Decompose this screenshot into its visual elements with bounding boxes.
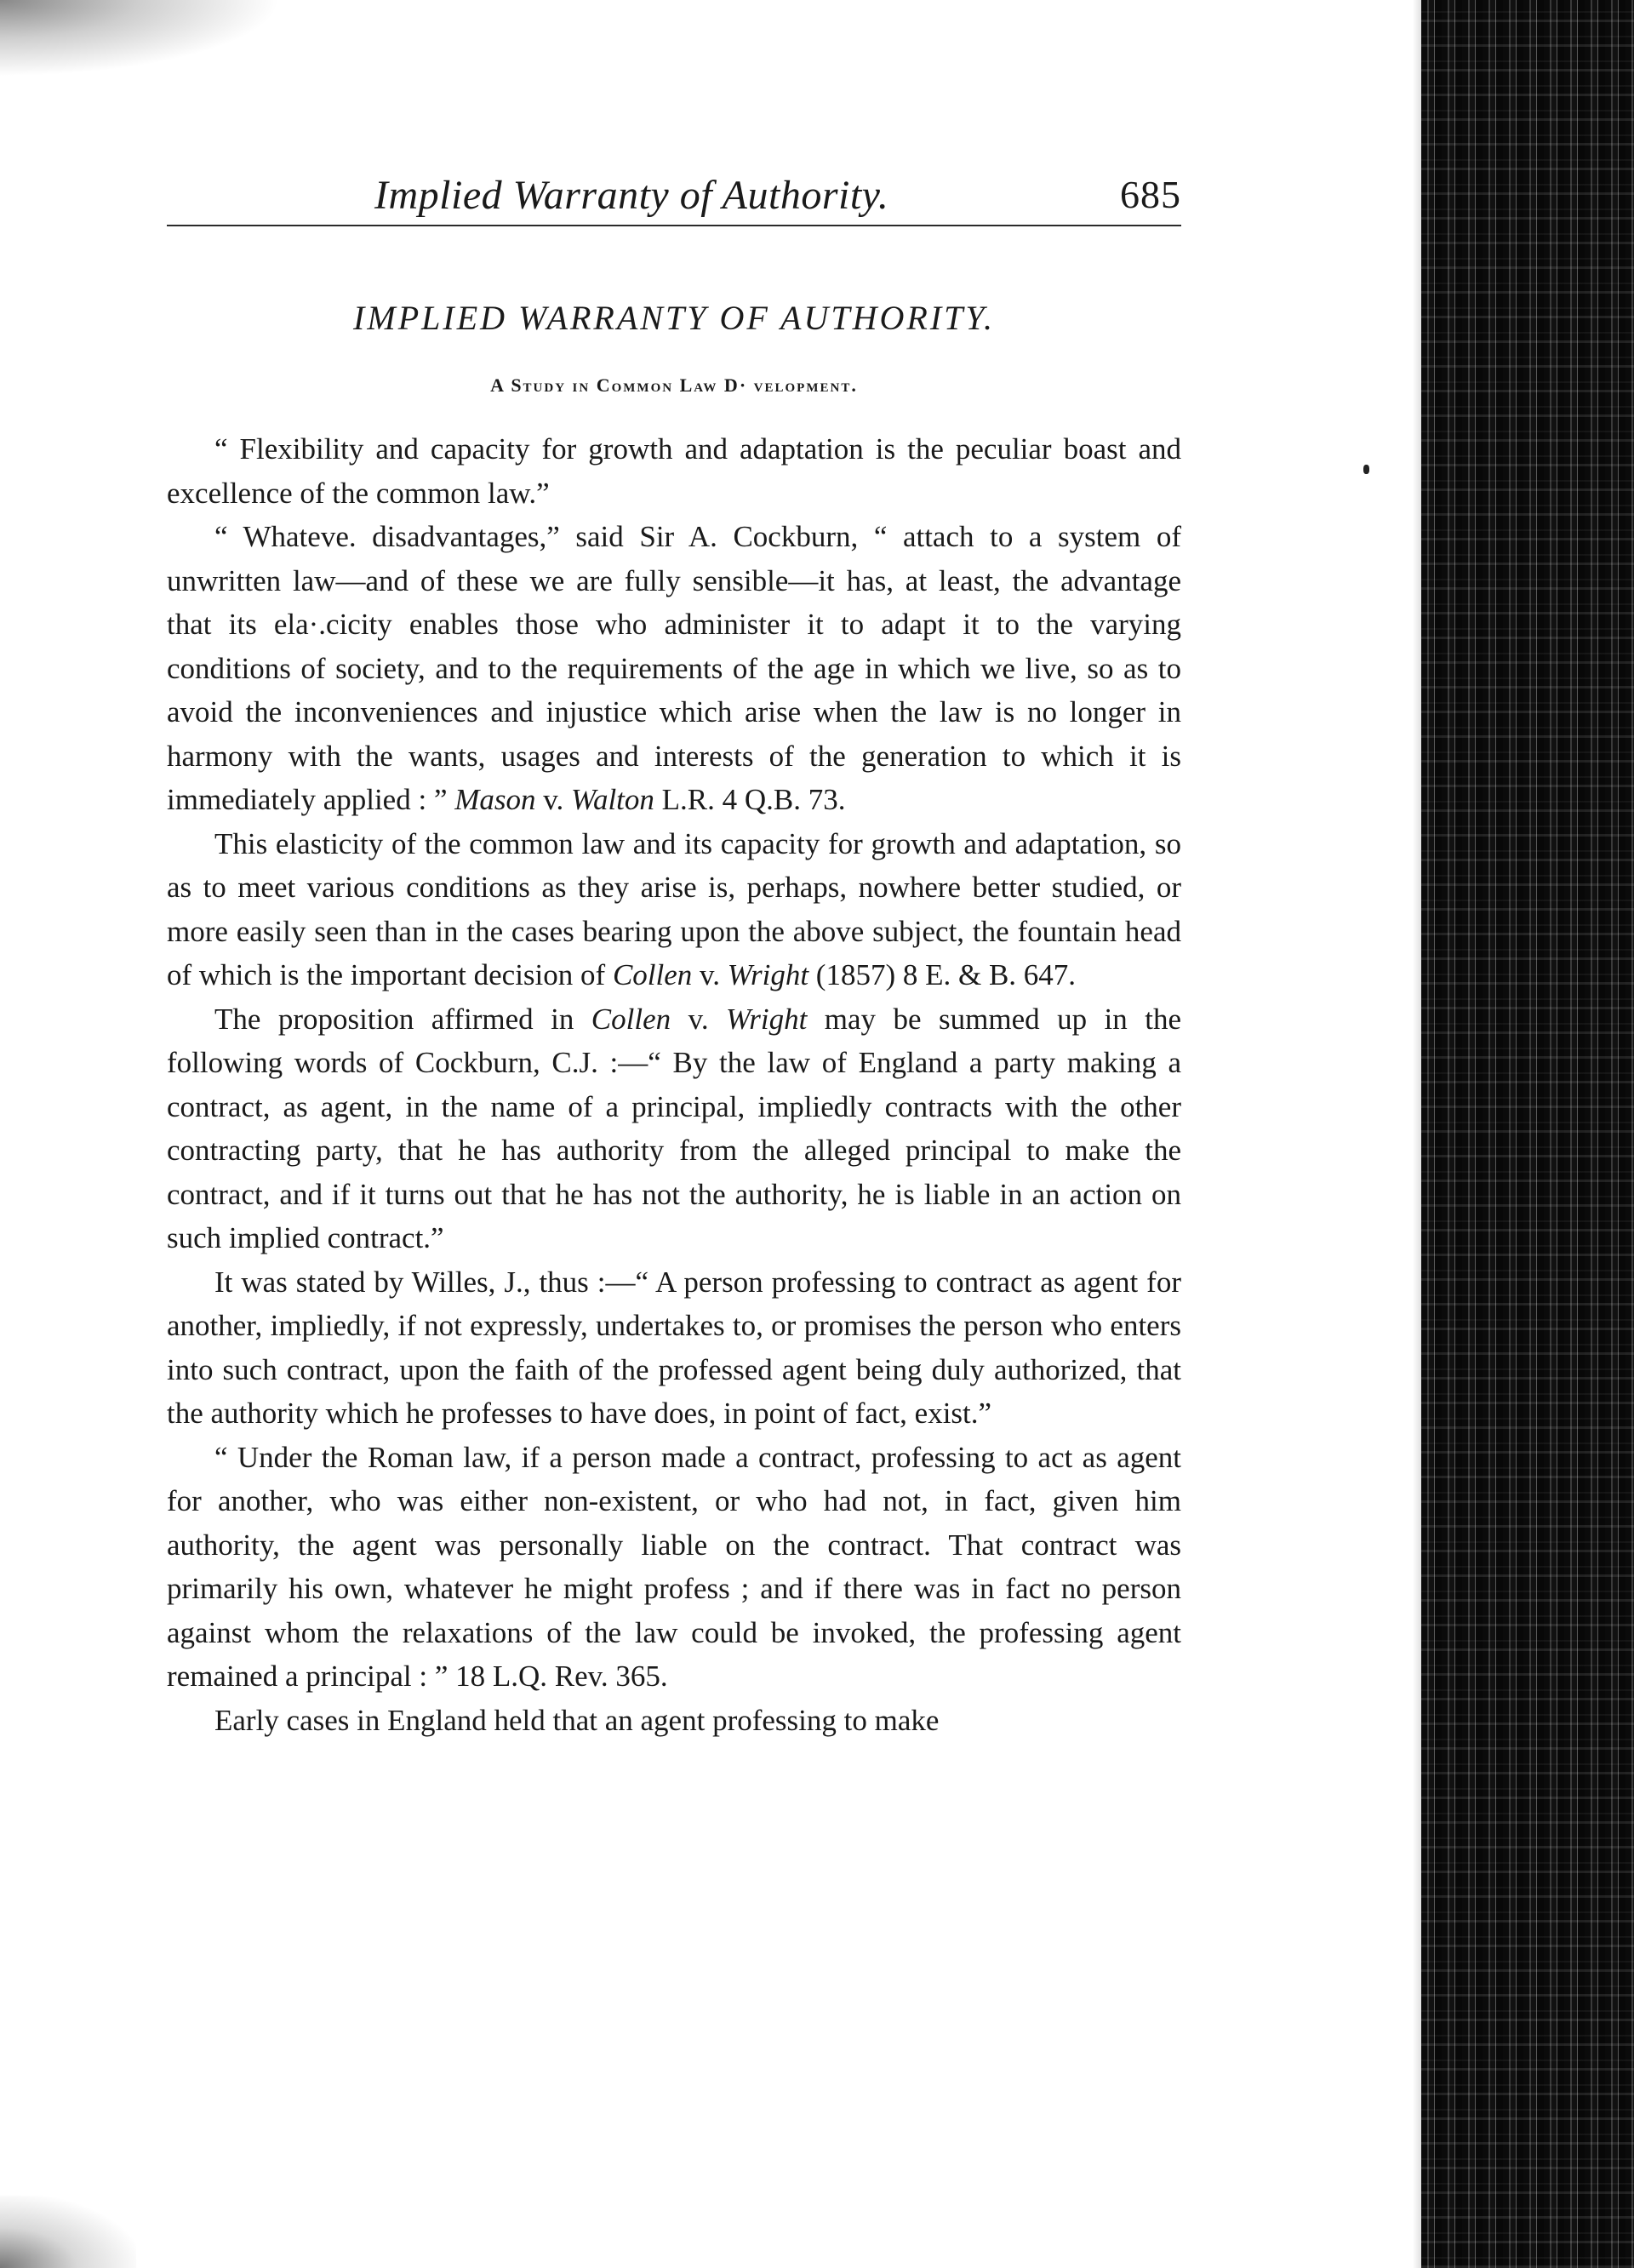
text-run: (1857) 8 E. & B. 647. xyxy=(808,958,1077,991)
ink-speck xyxy=(1363,465,1369,474)
paragraph xyxy=(167,1436,1181,1699)
paragraph xyxy=(167,515,1181,822)
case-name: Mason xyxy=(454,783,536,816)
text-run: Early cases in England held that an agent professing to make xyxy=(214,1703,940,1737)
article-subtitle: A Study in Common Law D· velopment. xyxy=(490,374,858,396)
binding-edge xyxy=(1421,0,1634,2268)
text-run: This elasticity of the common law and its capacity for growth and adaptation, so as to meet various conditions as they arise is, perhaps, nowhere better studied, or more easily seen than in the cases bearing upon the above subject, the fountain head of which is the important decision of xyxy=(167,826,1181,991)
text-run: v. xyxy=(535,783,571,816)
case-name: Collen xyxy=(612,958,693,991)
article-title: IMPLIED WARRANTY OF AUTHORITY. xyxy=(353,299,995,337)
case-name: Wright xyxy=(727,958,809,991)
article-body xyxy=(167,427,1181,1742)
running-title: Implied Warranty of Authority. xyxy=(374,173,889,218)
text-run: “ Whateve. disadvantages,” said Sir A. Cockburn, “ attach to a system of unwritten law—and of these we are fully sensible—it has, at least, the advantage that its ela·.cicity enables those who administer it to adapt it to the varying conditions of society, and to the requirements of the age in which we live, so as to avoid the inconveniences and injustice which arise when the law is no longer in harmony with the wants, usages and interests of the generation to which it is immediately applied : ” xyxy=(167,520,1181,816)
text-run: L.R. 4 Q.B. 73. xyxy=(654,783,846,816)
case-name: Wright xyxy=(726,1002,808,1036)
text-run: “ Under the Roman law, if a person made a contract, professing to act as agent for another, who was either non-existent, or who had not, in fact, given him authority, the agent was personally liable on the contract. That contract was primarily his own, whatever he might profess ; and if there was in fact no person against whom the relaxations of the law could be invoked, the professing agent remained a principal : ” 18 L.Q. Rev. 365. xyxy=(167,1440,1181,1693)
text-run: It was stated by Willes, J., thus :—“ A person professing to contract as agent for another, impliedly, if not expressly, undertakes to, or promises the person who enters into such contract, upon the faith of the professed agent being duly authorized, that the authority which he professes to have does, in point of fact, exist.” xyxy=(167,1265,1181,1430)
paragraph xyxy=(167,822,1181,997)
case-name: Walton xyxy=(571,783,654,816)
paragraph xyxy=(167,427,1181,515)
paragraph xyxy=(167,1699,1181,1743)
text-run: may be summed up in the following words of Cockburn, C.J. :—“ By the law of England a party making a contract, as agent, in the name of a principal, impliedly contracts with the other contracting party, that he has authority from the alleged principal to make the contract, and if it turns out that he has not the authority, he is liable in an action on such implied contract.” xyxy=(167,1002,1181,1254)
text-run: The proposition affirmed in xyxy=(214,1002,591,1036)
scan-smudge-top xyxy=(0,0,281,77)
scan-smudge-bottom xyxy=(0,2196,136,2268)
text-run: v. xyxy=(692,958,728,991)
text-run: v. xyxy=(671,1002,727,1036)
running-head xyxy=(167,170,1181,226)
paragraph xyxy=(167,997,1181,1260)
text-run: “ Flexibility and capacity for growth and adaptation is the peculiar boast and excellence of the common law.” xyxy=(167,432,1181,510)
case-name: Collen xyxy=(591,1002,671,1036)
paragraph xyxy=(167,1260,1181,1436)
page-number: 685 xyxy=(1120,173,1181,216)
